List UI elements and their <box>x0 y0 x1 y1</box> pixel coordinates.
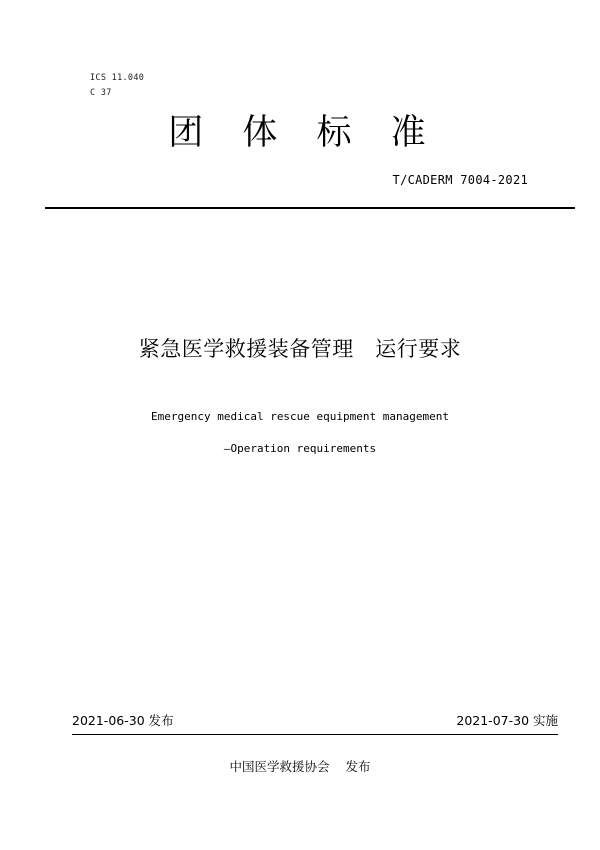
ccs-code: C 37 <box>90 88 112 98</box>
document-title-english-line2: —Operation requirements <box>223 442 377 455</box>
footer-divider <box>72 734 558 735</box>
publish-date: 2021-06-30 发布 <box>72 713 174 728</box>
document-title-chinese: 紧急医学救援装备管理 运行要求 <box>138 337 462 361</box>
header-divider <box>45 207 575 209</box>
standard-type-heading: 团 体 标 准 <box>168 113 440 153</box>
implementation-date: 2021-07-30 实施 <box>456 713 558 728</box>
ics-code: ICS 11.040 <box>90 73 145 83</box>
standard-number: T/CADERM 7004-2021 <box>392 173 528 187</box>
document-title-english-line1: Emergency medical rescue equipment management <box>150 410 449 423</box>
publisher-line: 中国医学救援协会 发布 <box>229 759 371 774</box>
